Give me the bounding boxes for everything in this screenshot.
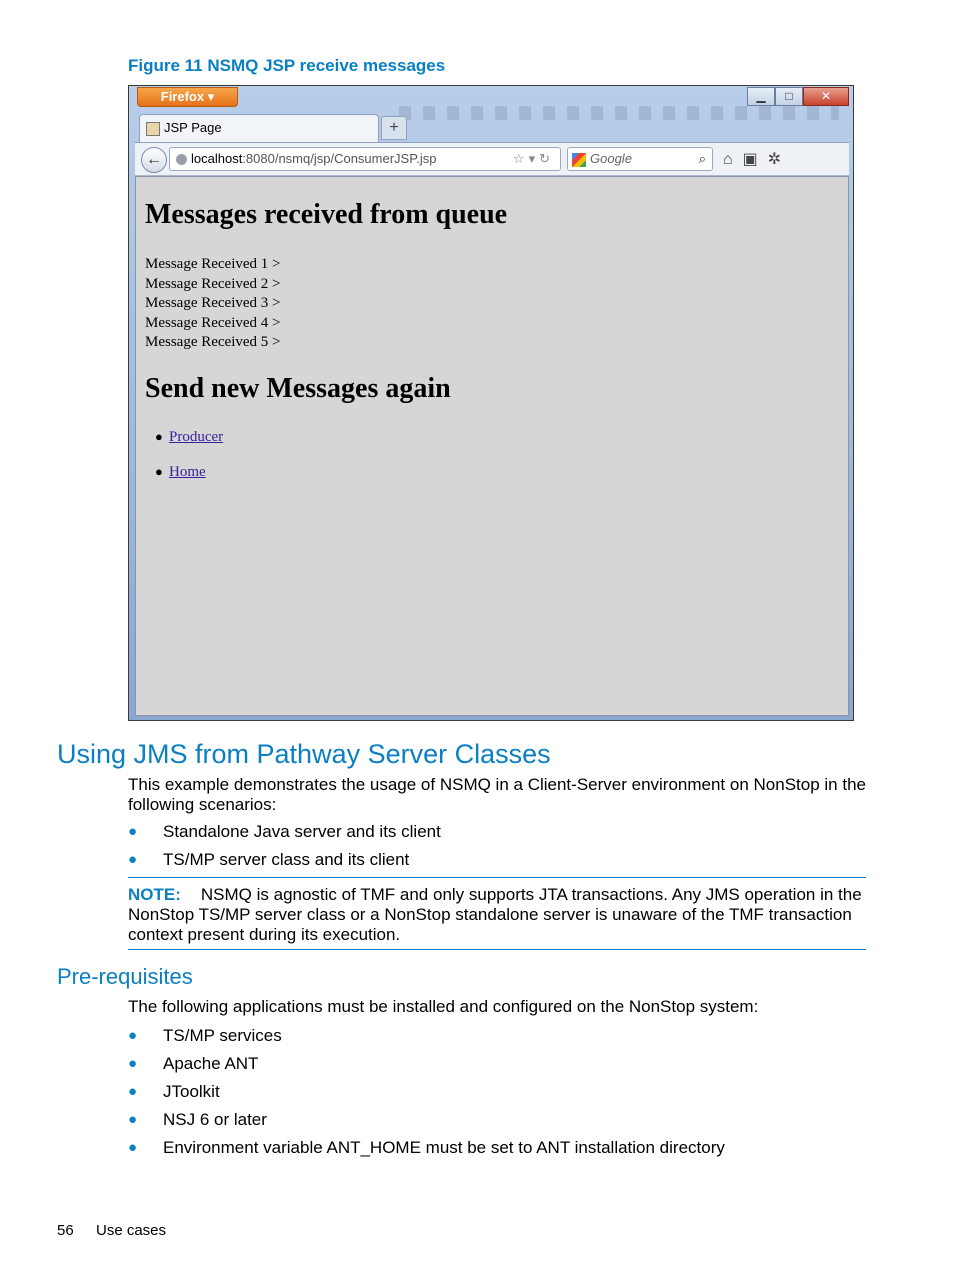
note-text: NSMQ is agnostic of TMF and only supports JTA transactions. Any JMS operation in the NonStop TS/MP server class or a NonStop standalone server is unaware of the TMF transaction context present during its execution. [128, 885, 862, 944]
prereq-text: Apache ANT [163, 1054, 259, 1073]
bullet-icon: ● [128, 1027, 138, 1044]
page-viewport [135, 176, 849, 716]
browser-tab[interactable] [139, 114, 379, 142]
navigation-toolbar [135, 142, 849, 176]
link-list [155, 429, 224, 499]
send-heading: Send new Messages again [145, 373, 451, 404]
list-item: Message Received 2 > [145, 275, 281, 292]
home-icon[interactable]: ⌂ [723, 151, 743, 168]
prereq-title: Pre-requisites [57, 964, 193, 989]
new-tab-button[interactable]: + [381, 116, 407, 140]
search-icon[interactable]: ⌕ [698, 151, 706, 166]
site-identity-icon[interactable] [176, 154, 187, 165]
note-bottom-rule [128, 949, 866, 950]
list-item: Message Received 1 > [145, 256, 281, 272]
scenario-text: TS/MP server class and its client [163, 850, 410, 869]
browser-screenshot [128, 85, 854, 721]
bookmarks-icon[interactable]: ▣ [742, 151, 768, 168]
page-number: 56 [57, 1222, 74, 1239]
note-top-rule [128, 877, 866, 878]
bullet-icon: ● [128, 1083, 138, 1100]
list-item: Message Received 3 > [145, 295, 281, 311]
prereq-text: Environment variable ANT_HOME must be set to ANT installation directory [163, 1138, 725, 1157]
bullet-icon: ● [128, 823, 138, 840]
tab-title: JSP Page [164, 120, 222, 135]
intro-paragraph: This example demonstrates the usage of NSMQ in a Client-Server environment on NonStop in the following scenarios: [128, 775, 866, 814]
google-logo-icon [572, 153, 586, 167]
toolbar-icons [723, 149, 791, 169]
list-item: Message Received 5 > [145, 334, 281, 350]
bullet-icon: ● [128, 1111, 138, 1128]
firefox-menu-button[interactable]: Firefox ▾ [137, 87, 238, 107]
footer-section: Use cases [96, 1222, 167, 1239]
section-title: Using JMS from Pathway Server Classes [57, 739, 551, 769]
address-bar[interactable] [169, 147, 561, 171]
note-label: NOTE: [128, 885, 181, 904]
list-item: Message Received 4 > [145, 314, 281, 331]
url-path: :8080/nsmq/jsp/ConsumerJSP.jsp [242, 151, 437, 166]
bullet-icon: ● [128, 1055, 138, 1072]
bookmark-star-icon[interactable]: ☆▾↻ [512, 151, 554, 166]
bullet-icon: ● [155, 429, 163, 444]
addon-icon[interactable]: ✲ [767, 151, 792, 168]
maximize-icon[interactable]: □ [775, 87, 803, 106]
browser-titlebar [129, 86, 853, 112]
bullet-icon: ● [128, 1139, 138, 1156]
home-link[interactable]: Home [169, 464, 206, 480]
figure-caption: Figure 11 NSMQ JSP receive messages [128, 56, 446, 75]
bullet-icon: ● [128, 851, 138, 868]
minimize-icon[interactable]: ▁ [747, 87, 775, 106]
bullet-icon: ● [155, 464, 163, 479]
received-heading: Messages received from queue [145, 199, 508, 230]
prereq-text: JToolkit [163, 1082, 220, 1101]
search-placeholder: Google [590, 151, 632, 166]
message-list [145, 255, 281, 353]
search-box[interactable] [567, 147, 713, 171]
note-block [128, 885, 868, 945]
prereq-text: TS/MP services [163, 1026, 282, 1045]
prereq-text: NSJ 6 or later [163, 1110, 267, 1129]
window-controls [747, 87, 849, 106]
prereq-intro: The following applications must be installed and configured on the NonStop system: [128, 997, 759, 1016]
back-arrow-icon[interactable]: ← [141, 147, 167, 173]
blurred-background [399, 106, 839, 120]
url-host: localhost [191, 151, 243, 166]
producer-link[interactable]: Producer [169, 429, 224, 445]
scenario-text: Standalone Java server and its client [163, 822, 441, 841]
page-favicon-icon [146, 122, 160, 136]
close-icon[interactable]: ✕ [803, 87, 849, 106]
